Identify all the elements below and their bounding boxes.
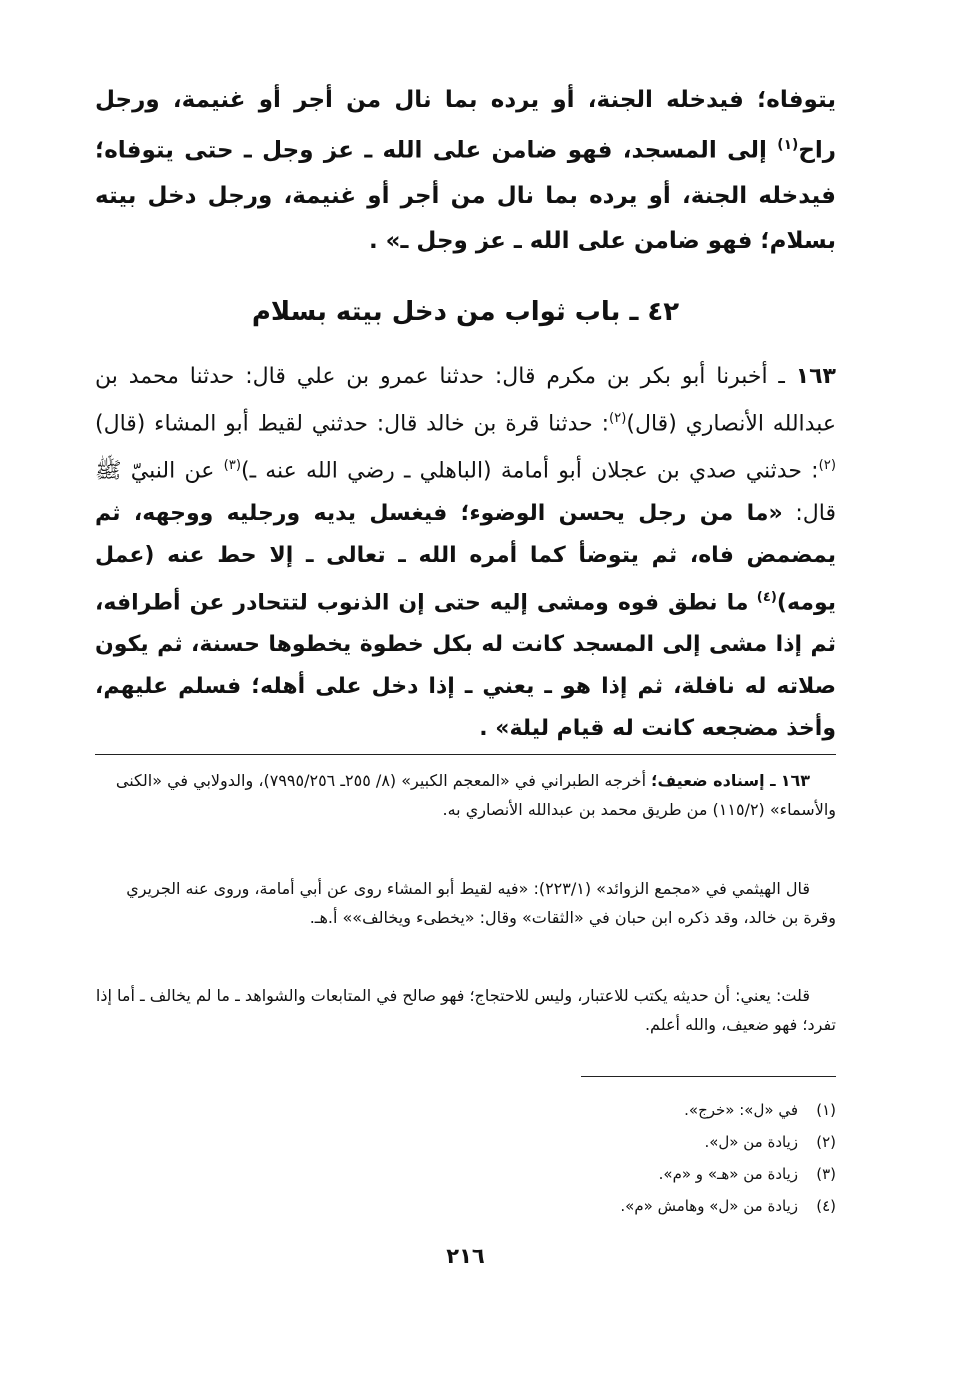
- footnote-marker: (٣): [816, 1165, 836, 1183]
- hadith-paragraph: [95, 356, 836, 750]
- footnote-ref-3: (٣): [223, 458, 241, 474]
- footnote-ref-4: (٤): [756, 589, 777, 605]
- footnote-item: [95, 1126, 836, 1158]
- footnote-text: في «ل»: «خرج».: [684, 1101, 798, 1119]
- takhrij-note: [95, 766, 836, 824]
- paragraph-text-part2: إلى المسجد، فهو ضامن على الله ـ عز وجل ـ حتى يتوفاه؛ فيدخله الجنة، أو يرده بما نال من أجر أو غنيمة، ورجل دخل بيته بسلام؛ فهو ضامن على الله ـ عز وجل ـ» .: [95, 137, 836, 254]
- footnote-text: زيادة من «هـ» و «م».: [658, 1165, 798, 1183]
- page-number: ٢١٦: [446, 1244, 485, 1268]
- footnote-ref-2b: (٢): [818, 458, 836, 474]
- takhrij-text: أخرجه الطبراني في «المعجم الكبير» (٨/ ٢٥٥ـ ٧٩٩٥/٢٥٦)، والدولابي في «الكنى والأسماء» (١١٥/٢) من طريق محمد بن عبدالله الأنصاري به.: [115, 771, 836, 819]
- matn-part1: «ما من رجل يحسن الوضوء؛ فيغسل يديه ورجليه ووجهه، ثم يمضمض فاه، ثم يتوضأ كما أمره الله ـ تعالى ـ إلا حط عنه (عمل يومه): [95, 500, 836, 615]
- footnote-marker: (٤): [816, 1197, 836, 1215]
- footnote-ref-2a: (٢): [609, 411, 627, 426]
- isnad-part2: : حدثنا قرة بن خالد قال: حدثني لقيط أبو المشاء (قال): [95, 411, 609, 437]
- footnote-text: زيادة من «ل» وهامش «م».: [620, 1197, 798, 1215]
- footnote-ref-1: (١): [777, 137, 799, 153]
- footnote-marker: (٢): [816, 1133, 836, 1151]
- footnote-item: [95, 1158, 836, 1190]
- paragraph-text-part1: يتوفاه؛ فيدخله الجنة، أو يرده بما نال من أجر أو غنيمة، ورجل راح: [95, 87, 837, 164]
- footnotes-divider: [581, 1076, 836, 1077]
- footnote-item: [95, 1190, 836, 1222]
- footnote-item: [95, 1094, 836, 1126]
- haythami-note: قال الهيثمي في «مجمع الزوائد» (٢٢٣/١): «فيه لقيط أبو المشاء روى عن أبي أمامة، وروى عنه الجريري وقرة بن خالد، وقد ذكره ابن حبان في «الثقات» وقال: «يخطىء ويخالف»» أ.هـ.: [126, 879, 836, 927]
- author-comment-note: قلت: يعني: أن حديثه يكتب للاعتبار، وليس للاحتجاج؛ فهو صالح في المتابعات والشواهد ـ ما لم يخالف ـ أما إذا تفرد؛ فهو ضعيف، والله أعلم.: [95, 986, 836, 1034]
- footnote-text: زيادة من «ل».: [704, 1133, 798, 1151]
- takhrij-number: ١٦٣: [780, 771, 810, 790]
- notes-divider: [95, 754, 836, 755]
- isnad-part4: عن النبيّ ﷺ قال:: [95, 458, 836, 526]
- matn-part2: ما نطق فوه ومشى إليه حتى إن الذنوب لتتحادر عن أطرافه، ثم إذا مشى إلى المسجد كانت له بكل خطوة يخطوها حسنة، ثم يكون صلاته له نافلة، ثم إذا هو ـ يعني ـ إذا دخل على أهله؛ فسلم عليهم، وأخذ مضجعه كانت له قيام ليلة» .: [95, 589, 836, 741]
- chapter-heading: ٤٢ ـ باب ثواب من دخل بيته بسلام: [251, 297, 680, 327]
- footnote-marker: (١): [816, 1101, 836, 1119]
- isnad-part3: : حدثني صدي بن عجلان أبو أمامة (الباهلي ـ رضي الله عنه ـ): [240, 458, 819, 484]
- book-page: [95, 0, 836, 1375]
- continued-hadith-paragraph: [95, 78, 836, 264]
- takhrij-grade: ـ إسناده ضعيف؛: [651, 771, 776, 790]
- isnad-part1: ـ أخبرنا أبو بكر بن مكرم قال: حدثنا عمرو بن علي قال: حدثنا محمد بن عبدالله الأنصاري (قال): [95, 364, 836, 437]
- hadith-number: ١٦٣: [795, 364, 836, 389]
- footnotes-list: [95, 1094, 836, 1222]
